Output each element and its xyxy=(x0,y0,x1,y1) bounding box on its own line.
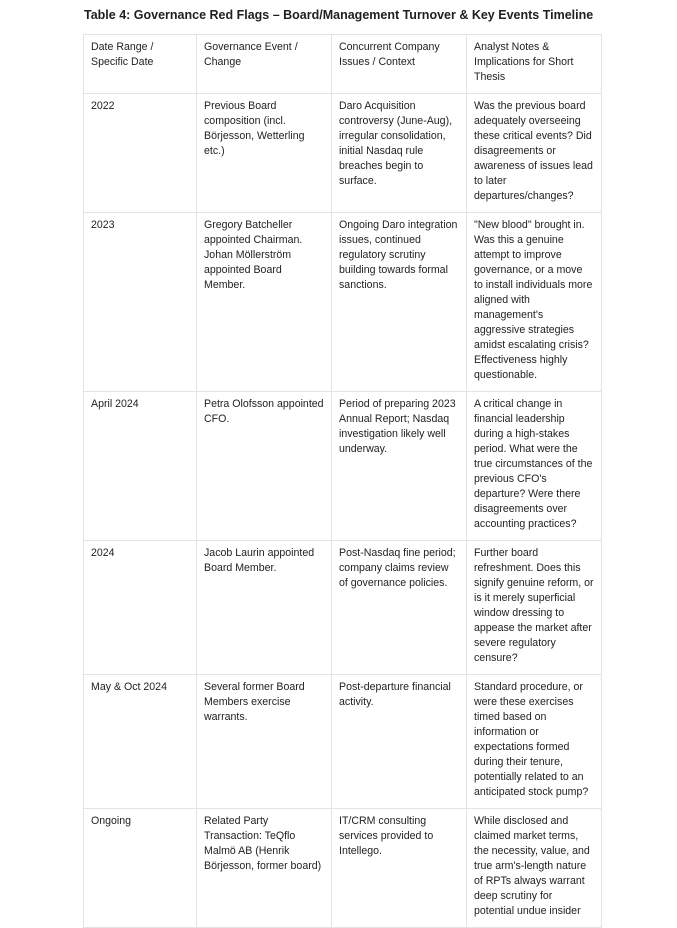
cell-date: April 2024 xyxy=(84,392,197,541)
header-governance-event: Governance Event / Change xyxy=(197,35,332,94)
cell-notes: A critical change in financial leadership during a high-stakes period. What were the true circumstances of the previous CFO's departure? Were there disagreements over accounting practices? xyxy=(467,392,602,541)
table-row xyxy=(84,809,602,928)
cell-notes: Standard procedure, or were these exercises timed based on information or expectations formed during their tenure, potentially related to an anticipated stock pump? xyxy=(467,675,602,809)
table-header-row xyxy=(84,35,602,94)
table-row xyxy=(84,392,602,541)
cell-event: Related Party Transaction: TeQflo Malmö AB (Henrik Börjesson, former board) xyxy=(197,809,332,928)
cell-event: Petra Olofsson appointed CFO. xyxy=(197,392,332,541)
cell-event: Gregory Batcheller appointed Chairman. Johan Möllerström appointed Board Member. xyxy=(197,213,332,392)
cell-context: Post-Nasdaq fine period; company claims review of governance policies. xyxy=(332,541,467,675)
cell-date: 2022 xyxy=(84,94,197,213)
cell-notes: Was the previous board adequately overseeing these critical events? Did disagreements or awareness of issues lead to later departures/changes? xyxy=(467,94,602,213)
cell-context: Period of preparing 2023 Annual Report; Nasdaq investigation likely well underway. xyxy=(332,392,467,541)
cell-context: Post-departure financial activity. xyxy=(332,675,467,809)
cell-date: 2024 xyxy=(84,541,197,675)
header-company-issues: Concurrent Company Issues / Context xyxy=(332,35,467,94)
cell-context: Daro Acquisition controversy (June-Aug), irregular consolidation, initial Nasdaq rule breaches begin to surface. xyxy=(332,94,467,213)
table-row xyxy=(84,541,602,675)
header-date-range: Date Range / Specific Date xyxy=(84,35,197,94)
cell-event: Several former Board Members exercise warrants. xyxy=(197,675,332,809)
cell-date: Ongoing xyxy=(84,809,197,928)
governance-table xyxy=(83,34,602,928)
table-row xyxy=(84,94,602,213)
header-analyst-notes: Analyst Notes & Implications for Short Thesis xyxy=(467,35,602,94)
cell-context: IT/CRM consulting services provided to Intellego. xyxy=(332,809,467,928)
cell-notes: Further board refreshment. Does this signify genuine reform, or is it merely superficial window dressing to appease the market after severe regulatory censure? xyxy=(467,541,602,675)
cell-context: Ongoing Daro integration issues, continued regulatory scrutiny building towards formal sanctions. xyxy=(332,213,467,392)
cell-date: 2023 xyxy=(84,213,197,392)
cell-date: May & Oct 2024 xyxy=(84,675,197,809)
cell-event: Previous Board composition (incl. Börjesson, Wetterling etc.) xyxy=(197,94,332,213)
cell-notes: While disclosed and claimed market terms, the necessity, value, and true arm's-length nature of RPTs always warrant deep scrutiny for potential undue insider xyxy=(467,809,602,928)
table-title: Table 4: Governance Red Flags – Board/Management Turnover & Key Events Timeline xyxy=(84,8,594,22)
table-row xyxy=(84,213,602,392)
cell-event: Jacob Laurin appointed Board Member. xyxy=(197,541,332,675)
cell-notes: "New blood" brought in. Was this a genuine attempt to improve governance, or a move to install individuals more aligned with management's aggressive strategies amidst escalating crisis? Effectiveness highly questionable. xyxy=(467,213,602,392)
table-row xyxy=(84,675,602,809)
